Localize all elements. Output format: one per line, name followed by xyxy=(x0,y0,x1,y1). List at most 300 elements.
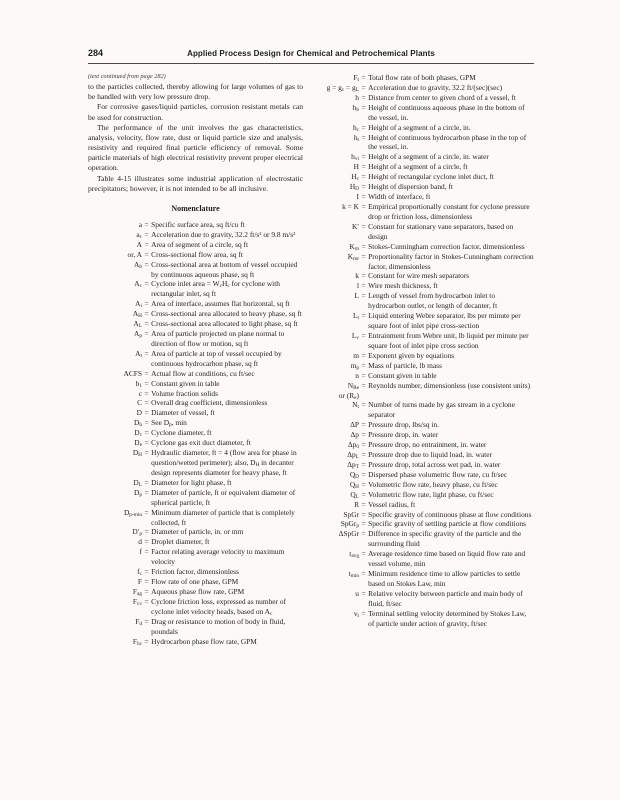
definition: Flow rate of one phase, GPM xyxy=(151,577,239,587)
equals-sign: = xyxy=(144,229,149,239)
equals-sign: = xyxy=(361,201,366,211)
definition: Area of segment of a circle, sq ft xyxy=(151,239,249,249)
symbol: a xyxy=(138,219,142,229)
definition: Constant for wire mesh separators xyxy=(368,271,470,281)
symbol: H xyxy=(353,162,359,172)
paragraph: to the particles collected, thereby allowing for large volumes of gas to be handled with very low pressure drop. xyxy=(88,82,303,102)
nomenclature-entry xyxy=(88,369,303,379)
nomenclature-entry xyxy=(319,182,534,192)
nomenclature-entry xyxy=(88,260,303,280)
nomenclature-entry xyxy=(319,351,534,361)
equals-sign: = xyxy=(361,350,366,360)
definition: Minimum residence time to allow particles to settle based on Stokes Law, min xyxy=(368,569,521,589)
nomenclature-entry xyxy=(319,73,534,83)
nomenclature-entry xyxy=(319,331,534,351)
symbol: l xyxy=(356,281,359,291)
symbol: $f_c$ xyxy=(137,567,142,578)
nomenclature-entry xyxy=(319,430,534,440)
symbol: A xyxy=(136,239,142,249)
symbol: $h_t$ xyxy=(353,132,359,143)
definition: Minimum diameter of particle that is completely collected, ft xyxy=(151,507,295,527)
nomenclature-entry xyxy=(319,480,534,490)
definition: Pressure drop, in. water xyxy=(368,430,439,440)
nomenclature-entry xyxy=(88,408,303,418)
symbol: $\Delta p_L$ xyxy=(347,450,359,461)
nomenclature-title: Nomenclature xyxy=(171,203,220,213)
nomenclature-entry xyxy=(319,291,534,311)
nomenclature-entry xyxy=(88,547,303,567)
definition: Pressure drop, lbs/sq in. xyxy=(368,420,439,430)
nomenclature-entry xyxy=(88,379,303,389)
header-rule xyxy=(88,63,534,64)
equals-sign: = xyxy=(361,152,366,162)
definition: Height of continuous aqueous phase in the bottom of the vessel, in. xyxy=(368,102,525,122)
definition: Diameter for light phase, ft xyxy=(151,477,232,487)
definition: Volumetric flow rate, light phase, cu ft/sec xyxy=(368,489,494,499)
nomenclature-entry xyxy=(319,420,534,430)
equals-sign: = xyxy=(144,348,149,358)
symbol: $v_t$ xyxy=(353,608,359,619)
nomenclature-entry xyxy=(319,202,534,222)
page-header xyxy=(88,48,534,60)
symbol: SpGr xyxy=(343,509,359,519)
nomenclature-entry xyxy=(88,617,303,637)
nomenclature-entry xyxy=(319,311,534,331)
equals-sign: = xyxy=(361,459,366,469)
equals-sign: = xyxy=(361,192,366,202)
definition: Reynolds number, dimensionless (use consistent units) xyxy=(368,380,531,390)
symbol: $\Delta p_0$ xyxy=(347,440,359,451)
equals-sign: = xyxy=(361,122,366,132)
symbol: I xyxy=(356,192,359,202)
definition: Constant for stationary vane separators, based on design xyxy=(368,221,514,241)
definition: Entrainment from Webre unit, lb liquid per minute per square foot of inlet pipe cross section xyxy=(368,330,529,350)
nomenclature-entry xyxy=(319,192,534,202)
nomenclature-entry xyxy=(88,428,303,438)
definition: Hydraulic diameter, ft = 4 (flow area for phase in question/wetted perimeter); also, $D_H$ in decanter design represents diameter for heavy phase, ft xyxy=(151,448,297,477)
definition: Cyclone inlet area = $W_cH_c$ for cyclone with rectangular inlet, sq ft xyxy=(151,279,280,299)
equals-sign: = xyxy=(361,221,366,231)
nomenclature-list-left xyxy=(88,220,303,647)
nomenclature-entry xyxy=(319,609,534,629)
equals-sign: = xyxy=(361,479,366,489)
paragraph: The performance of the unit involves the gas characteristics, analysis, velocity, flow rate, dust or liquid particle size and analysis, resistivity and required final particle efficiency of removal. Some particle materials of high electrical resistivity prevent proper electrical operation. xyxy=(88,122,303,173)
symbol: K′ xyxy=(352,221,359,231)
equals-sign: = xyxy=(144,596,149,606)
equals-sign: = xyxy=(144,408,149,418)
nomenclature-entry xyxy=(319,529,534,549)
paragraph: Table 4-15 illustrates some industrial application of electrostatic precipitators; however, it is not intended to be all inclusive. xyxy=(88,173,303,193)
nomenclature-entry xyxy=(88,418,303,428)
definition: Hydrocarbon phase flow rate, GPM xyxy=(151,636,257,646)
definition: Cross-sectional area allocated to heavy phase, sq ft xyxy=(151,309,302,319)
paragraph: For corrosive gases/liquid particles, corrosion resistant metals can be used for construction. xyxy=(88,102,303,122)
symbol: ΔP xyxy=(350,420,359,430)
definition: Actual flow at conditions, cu ft/sec xyxy=(151,368,255,378)
symbol: d xyxy=(138,537,142,547)
nomenclature-entry xyxy=(319,381,534,401)
equals-sign: = xyxy=(361,519,366,529)
equals-sign: = xyxy=(144,636,149,646)
symbol: $K_m$ xyxy=(349,241,359,252)
nomenclature-entry xyxy=(319,460,534,470)
equals-sign: = xyxy=(144,239,149,249)
nomenclature-entry xyxy=(88,230,303,240)
definition: Constant given in table xyxy=(151,378,220,388)
symbol: u xyxy=(355,588,359,598)
equals-sign: = xyxy=(144,527,149,537)
definition: Constant given in table xyxy=(368,370,437,380)
definition: Cross-sectional area allocated to light phase, sq ft xyxy=(151,319,298,329)
equals-sign: = xyxy=(361,132,366,142)
nomenclature-entry xyxy=(319,470,534,480)
definition: Cyclone gas exit duct diameter, ft xyxy=(151,438,251,448)
symbol: C xyxy=(137,398,142,408)
definition: Acceleration due to gravity, 32.2 ft/(sec)(sec) xyxy=(368,82,503,92)
nomenclature-entry xyxy=(88,240,303,250)
symbol: $Q_D$ xyxy=(349,469,359,481)
symbol: $h_{vi}$ xyxy=(351,152,359,163)
equals-sign: = xyxy=(361,311,366,321)
nomenclature-entry xyxy=(319,519,534,529)
symbol: $F_{ag}$ xyxy=(132,587,142,598)
equals-sign: = xyxy=(361,241,366,251)
equals-sign: = xyxy=(144,329,149,339)
equals-sign: = xyxy=(144,577,149,587)
equals-sign: = xyxy=(361,172,366,182)
definition: Cyclone diameter, ft xyxy=(151,428,212,438)
equals-sign: = xyxy=(144,418,149,428)
symbol: f xyxy=(139,547,142,557)
symbol: $D_{p-min}$ xyxy=(123,507,142,518)
definition: Length of vessel from hydrocarbon inlet to hydrocarbon outlet, or length of decanter, ft xyxy=(368,291,498,311)
right-column xyxy=(319,73,534,629)
equals-sign: = xyxy=(361,529,366,539)
symbol: $A_c$ xyxy=(134,279,142,290)
symbol: c xyxy=(138,388,142,398)
nomenclature-entry xyxy=(319,500,534,510)
page-number: 284 xyxy=(88,48,104,58)
definition: Drag or resistance to motion of body in fluid, poundals xyxy=(151,616,286,636)
definition: Friction factor, dimensionless xyxy=(151,567,239,577)
nomenclature-entry xyxy=(319,152,534,162)
symbol: L xyxy=(354,291,359,301)
definition: Cross-sectional area at bottom of vessel occupied by continuous aqueous phase, sq ft xyxy=(151,259,298,279)
symbol: k xyxy=(355,271,359,281)
symbol: $a_c$ xyxy=(136,229,142,240)
equals-sign: = xyxy=(361,360,366,370)
nomenclature-entry xyxy=(88,309,303,319)
nomenclature-entry xyxy=(319,271,534,281)
nomenclature-entry xyxy=(319,252,534,272)
symbol: $H_D$ xyxy=(349,182,359,193)
nomenclature-entry xyxy=(88,587,303,597)
symbol: $t_{avg}$ xyxy=(349,549,359,560)
symbol: $g = g_c = g_L$ xyxy=(326,82,359,94)
symbol: $L_v$ xyxy=(351,330,359,342)
symbol: SpGr$_p$ xyxy=(340,519,359,530)
definition: Dispersed phase volumetric flow rate, cu ft/sec xyxy=(368,469,508,479)
definition: Volume fraction solids xyxy=(151,388,218,398)
definition: Difference in specific gravity of the particle and the surrounding fluid xyxy=(368,529,522,549)
definition: Terminal settling velocity determined by Stokes Law, of particle under action of gravity, ft/sec xyxy=(368,608,527,628)
definition: Relative velocity between particle and main body of fluid, ft/sec xyxy=(368,588,523,608)
equals-sign: = xyxy=(144,319,149,329)
symbol: $N_t$ xyxy=(352,400,359,411)
symbol: $Q_L$ xyxy=(350,489,359,500)
nomenclature-entry xyxy=(319,361,534,371)
equals-sign: = xyxy=(361,182,366,192)
nomenclature-entry xyxy=(88,567,303,577)
body-paragraphs xyxy=(88,82,303,194)
equals-sign: = xyxy=(361,489,366,499)
equals-sign: = xyxy=(361,549,366,559)
definition: Height of a segment of a circle, in. water xyxy=(368,152,489,162)
definition: Area of particle projected on plane normal to direction of flow or motion, sq ft xyxy=(151,329,285,348)
symbol: $A_H$ xyxy=(132,309,142,320)
definition: Height of a segment of a circle, in. xyxy=(368,122,471,132)
symbol: $F_{cv}$ xyxy=(132,596,142,608)
nomenclature-entry xyxy=(88,299,303,309)
equals-sign: = xyxy=(361,420,366,430)
symbol: k = K xyxy=(342,201,359,211)
equals-sign: = xyxy=(361,440,366,450)
nomenclature-entry xyxy=(319,440,534,450)
equals-sign: = xyxy=(144,219,149,229)
symbol: $A_t$ xyxy=(135,348,142,360)
symbol: $H_c$ xyxy=(351,172,359,183)
equals-sign: = xyxy=(361,251,366,261)
nomenclature-entry xyxy=(88,478,303,488)
symbol: $Q_H$ xyxy=(349,479,359,490)
equals-sign: = xyxy=(144,438,149,448)
symbol: $A_i$ xyxy=(135,299,142,310)
equals-sign: = xyxy=(144,279,149,289)
equals-sign: = xyxy=(361,450,366,460)
definition: Diameter of particle, ft or equivalent diameter of spherical particle, ft xyxy=(151,487,296,507)
symbol: $A_L$ xyxy=(133,319,142,330)
running-head: Applied Process Design for Chemical and Petrochemical Plants xyxy=(187,49,435,58)
nomenclature-entry xyxy=(88,349,303,369)
nomenclature-entry xyxy=(88,488,303,508)
definition: Stokes-Cunningham correction factor, dimensionless xyxy=(368,241,525,251)
nomenclature-entry xyxy=(88,527,303,537)
nomenclature-entry xyxy=(319,222,534,242)
symbol: $b_1$ xyxy=(135,378,142,389)
symbol: $m_p$ xyxy=(350,360,359,371)
definition: Droplet diameter, ft xyxy=(151,537,210,547)
symbol: $D'_p$ xyxy=(132,527,142,538)
symbol: $h_b$ xyxy=(352,102,359,113)
nomenclature-entry xyxy=(319,549,534,569)
definition: Area of particle at top of vessel occupied by continuous hydrocarbon phase, sq ft xyxy=(151,348,282,368)
definition: Pressure drop due to liquid load, in. water xyxy=(368,450,492,460)
equals-sign: = xyxy=(144,388,149,398)
definition: Overall drag coefficient, dimensionless xyxy=(151,398,268,408)
nomenclature-entry xyxy=(88,637,303,647)
equals-sign: = xyxy=(144,309,149,319)
nomenclature-entry xyxy=(319,450,534,460)
definition: Mass of particle, lb mass xyxy=(368,360,442,370)
nomenclature-entry xyxy=(319,103,534,123)
definition: Height of rectangular cyclone inlet duct, ft xyxy=(368,172,494,182)
symbol: R xyxy=(354,499,359,509)
symbol: $D_e$ xyxy=(134,438,142,449)
symbol: $F_t$ xyxy=(353,73,359,84)
symbol: $\Delta p_T$ xyxy=(347,459,359,471)
definition: Specific gravity of settling particle at flow conditions xyxy=(368,519,527,529)
definition: Diameter of particle, in. or mm xyxy=(151,527,244,537)
nomenclature-entry xyxy=(88,250,303,260)
equals-sign: = xyxy=(144,368,149,378)
equals-sign: = xyxy=(361,291,366,301)
definition: Number of turns made by gas stream in a cyclone separator xyxy=(368,400,515,420)
symbol: D xyxy=(136,408,142,418)
equals-sign: = xyxy=(361,569,366,579)
equals-sign: = xyxy=(361,430,366,440)
symbol: $D_p$ xyxy=(134,487,142,498)
symbol: $t_{min}$ xyxy=(348,569,359,580)
equals-sign: = xyxy=(144,547,149,557)
nomenclature-list-right xyxy=(319,73,534,629)
nomenclature-entry xyxy=(88,279,303,299)
definition: Distance from center to given chord of a vessel, ft xyxy=(368,92,516,102)
symbol: $A_p$ xyxy=(134,329,142,340)
nomenclature-entry xyxy=(319,93,534,103)
nomenclature-entry xyxy=(88,537,303,547)
definition: Height of dispersion band, ft xyxy=(368,182,453,192)
symbol: F xyxy=(137,577,142,587)
equals-sign: = xyxy=(144,537,149,547)
nomenclature-entry xyxy=(88,398,303,408)
nomenclature-entry xyxy=(319,242,534,252)
equals-sign: = xyxy=(361,102,366,112)
nomenclature-entry xyxy=(319,172,534,182)
definition: Pressure drop, no entrainment, in. water xyxy=(368,440,487,450)
definition: Aqueous phase flow rate, GPM xyxy=(151,587,245,596)
definition: Width of interface, ft xyxy=(368,192,431,202)
symbol: n xyxy=(355,370,359,380)
symbol: ACFS xyxy=(123,368,142,378)
equals-sign: = xyxy=(361,380,366,390)
symbol: ΔSpGr xyxy=(338,529,359,539)
nomenclature-entry xyxy=(319,569,534,589)
definition: Proportionality factor in Stokes-Cunningham correction factor, dimensionless xyxy=(368,251,534,271)
definition: Liquid entering Webre separator, lbs per minute per square foot of inlet pipe cross-section xyxy=(368,311,521,331)
equals-sign: = xyxy=(144,616,149,626)
symbol: $N_{Re}$ or $(R_e)$ xyxy=(338,380,359,401)
equals-sign: = xyxy=(361,588,366,598)
equals-sign: = xyxy=(361,271,366,281)
nomenclature-entry xyxy=(88,389,303,399)
equals-sign: = xyxy=(361,469,366,479)
nomenclature-entry xyxy=(88,438,303,448)
nomenclature-entry xyxy=(319,400,534,420)
definition: Cross-sectional flow area, sq ft xyxy=(151,249,243,259)
equals-sign: = xyxy=(361,608,366,618)
nomenclature-entry xyxy=(88,597,303,617)
nomenclature-entry xyxy=(88,319,303,329)
equals-sign: = xyxy=(144,249,149,259)
equals-sign: = xyxy=(361,162,366,172)
symbol: h xyxy=(355,92,359,102)
symbol: $K_{mr}$ xyxy=(347,251,359,262)
left-column xyxy=(88,73,303,647)
definition: Total flow rate of both phases, GPM xyxy=(368,73,476,82)
definition: Diameter of vessel, ft xyxy=(151,408,215,418)
symbol: $L_t$ xyxy=(353,311,359,322)
symbol: $A_b$ xyxy=(134,259,142,270)
nomenclature-entry xyxy=(88,220,303,230)
definition: Cyclone friction loss, expressed as number of cyclone inlet velocity heads, based on $A_c$ xyxy=(151,596,287,618)
equals-sign: = xyxy=(361,370,366,380)
equals-sign: = xyxy=(144,567,149,577)
equals-sign: = xyxy=(361,82,366,92)
equals-sign: = xyxy=(361,330,366,340)
nomenclature-entry xyxy=(319,490,534,500)
equals-sign: = xyxy=(144,428,149,438)
equals-sign: = xyxy=(144,587,149,596)
nomenclature-entry xyxy=(319,162,534,172)
nomenclature-entry xyxy=(319,371,534,381)
symbol: $D_b$ xyxy=(134,418,142,429)
definition: See $D_p$, min xyxy=(151,418,187,429)
symbol: $F_{hc}$ xyxy=(132,636,142,647)
continued-note: (text continued from page 282) xyxy=(88,73,166,80)
symbol: or, A xyxy=(127,249,142,259)
equals-sign: = xyxy=(144,299,149,309)
symbol: m xyxy=(353,350,359,360)
symbol: $F_d$ xyxy=(135,616,142,627)
definition: Exponent given by equations xyxy=(368,350,455,360)
definition: Specific surface area, sq ft/cu ft xyxy=(151,219,245,229)
nomenclature-entry xyxy=(319,83,534,93)
nomenclature-entry xyxy=(88,448,303,478)
equals-sign: = xyxy=(361,499,366,509)
symbol: $h_c$ xyxy=(352,122,359,133)
definition: Height of a segment of a circle, ft xyxy=(368,162,468,172)
equals-sign: = xyxy=(361,92,366,102)
nomenclature-entry xyxy=(319,589,534,609)
symbol: $D_c$ xyxy=(134,428,142,439)
equals-sign: = xyxy=(144,259,149,269)
definition: Acceleration due to gravity, 32.2 ft/s² or 9.8 m/s² xyxy=(151,229,296,239)
nomenclature-entry xyxy=(88,508,303,528)
nomenclature-entry xyxy=(88,329,303,349)
nomenclature-entry xyxy=(319,133,534,153)
definition: Volumetric flow rate, heavy phase, cu ft/sec xyxy=(368,479,498,489)
nomenclature-entry xyxy=(88,577,303,587)
definition: Pressure drop, total across wet pad, in. water xyxy=(368,459,501,469)
equals-sign: = xyxy=(361,509,366,519)
symbol: Δp xyxy=(350,430,359,440)
equals-sign: = xyxy=(144,477,149,487)
definition: Area of interface, assumes flat horizontal, sq ft xyxy=(151,299,290,309)
equals-sign: = xyxy=(361,73,366,82)
two-column-layout xyxy=(88,73,534,647)
equals-sign: = xyxy=(144,448,149,458)
definition: Empirical proportionally constant for cyclone pressure drop or friction loss, dimensionless xyxy=(368,201,530,221)
equals-sign: = xyxy=(144,378,149,388)
nomenclature-entry xyxy=(319,510,534,520)
equals-sign: = xyxy=(361,281,366,291)
symbol: $D_H$ xyxy=(132,448,142,459)
definition: Average residence time based on liquid flow rate and vessel volume, min xyxy=(368,549,526,569)
definition: Factor relating average velocity to maximum velocity xyxy=(151,547,285,567)
nomenclature-entry xyxy=(319,281,534,291)
definition: Specific gravity of continuous phase at flow conditions xyxy=(368,509,532,519)
definition: Height of continuous hydrocarbon phase in the top of the vessel, in. xyxy=(368,132,527,152)
